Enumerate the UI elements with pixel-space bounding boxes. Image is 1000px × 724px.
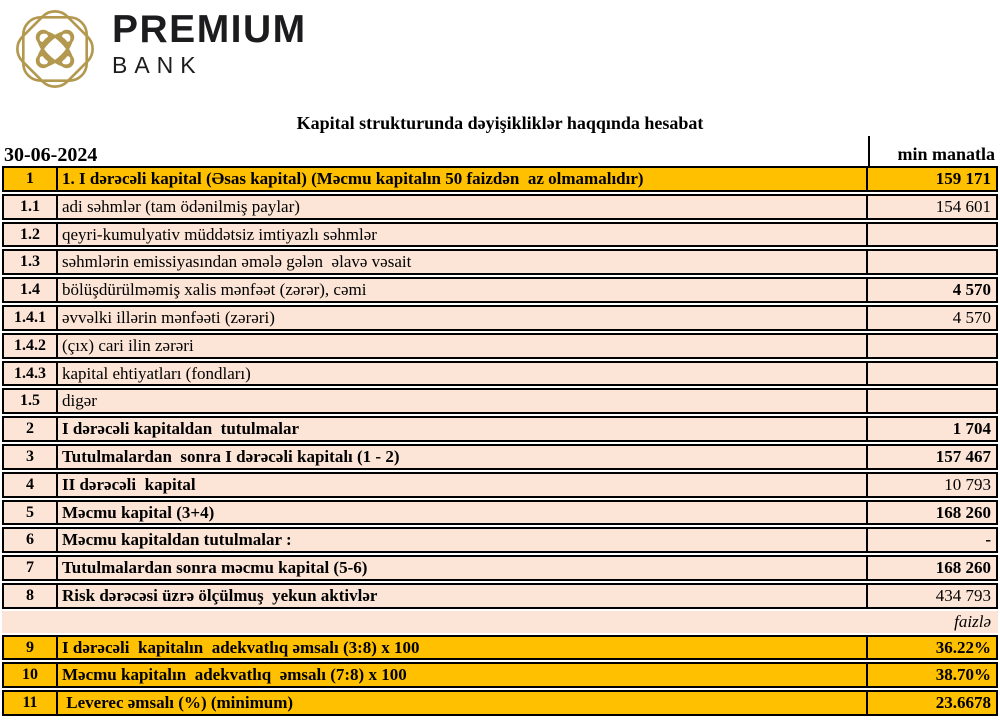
row-number-cell: 6	[2, 527, 58, 553]
row-label-cell: Məcmu kapital (3+4)	[58, 500, 868, 526]
row-number-cell: 1.5	[2, 388, 58, 414]
row-number-cell: 7	[2, 555, 58, 581]
table-row	[2, 166, 998, 192]
row-value-cell: -	[868, 527, 998, 553]
row-number-cell: 9	[2, 635, 58, 661]
table-row	[2, 194, 998, 220]
row-number-cell: 2	[2, 416, 58, 442]
table-row	[2, 690, 998, 716]
table-row	[2, 361, 998, 387]
unit-label: min manatla	[868, 136, 998, 166]
percent-unit-cell: faizlə	[2, 611, 998, 633]
row-number-cell: 1.3	[2, 249, 58, 275]
row-value-cell	[868, 361, 998, 387]
row-label-cell: (çıx) cari ilin zərəri	[58, 333, 868, 359]
table-row	[2, 305, 998, 331]
table-row	[2, 444, 998, 470]
table-row	[2, 500, 998, 526]
brand-subname: BANK	[112, 52, 203, 78]
row-label-cell: kapital ehtiyatları (fondları)	[58, 361, 868, 387]
row-label-cell: Risk dərəcəsi üzrə ölçülmuş yekun aktivlər	[58, 583, 868, 609]
row-value-cell: 154 601	[868, 194, 998, 220]
row-number-cell: 1.4.1	[2, 305, 58, 331]
brand-wordmark	[112, 10, 307, 78]
table-row	[2, 222, 998, 248]
row-number-cell: 8	[2, 583, 58, 609]
row-number-cell: 5	[2, 500, 58, 526]
row-number-cell: 10	[2, 662, 58, 688]
row-value-cell	[868, 333, 998, 359]
row-value-cell: 434 793	[868, 583, 998, 609]
row-label-cell: 1. I dərəcəli kapital (Əsas kapital) (Məcmu kapitalın 50 faizdən az olmamalıdır)	[58, 166, 868, 192]
brand-header	[10, 4, 307, 94]
row-value-cell: 10 793	[868, 472, 998, 498]
capital-table-body	[2, 166, 998, 716]
table-row	[2, 555, 998, 581]
row-label-cell: qeyri-kumulyativ müddətsiz imtiyazlı səhmlər	[58, 222, 868, 248]
premium-bank-logo-icon	[10, 4, 100, 94]
table-row	[2, 388, 998, 414]
table-row	[2, 472, 998, 498]
row-value-cell: 159 171	[868, 166, 998, 192]
row-label-cell: əvvəlki illərin mənfəəti (zərəri)	[58, 305, 868, 331]
row-label-cell: Tutulmalardan sonra I dərəcəli kapitalı (1 - 2)	[58, 444, 868, 470]
row-label-cell: səhmlərin emissiyasından əmələ gələn əlavə vəsait	[58, 249, 868, 275]
table-row	[2, 277, 998, 303]
row-label-cell: I dərəcəli kapitaldan tutulmalar	[58, 416, 868, 442]
row-value-cell: 1 704	[868, 416, 998, 442]
row-label-cell: digər	[58, 388, 868, 414]
row-label-cell: adi səhmlər (tam ödənilmiş paylar)	[58, 194, 868, 220]
row-label-cell: I dərəcəli kapitalın adekvatlıq əmsalı (3:8) x 100	[58, 635, 868, 661]
row-number-cell: 1.2	[2, 222, 58, 248]
row-value-cell: 168 260	[868, 555, 998, 581]
row-label-cell: bölüşdürülməmiş xalis mənfəət (zərər), cəmi	[58, 277, 868, 303]
capital-structure-table	[2, 164, 998, 718]
row-number-cell: 1.4.2	[2, 333, 58, 359]
row-value-cell: 168 260	[868, 500, 998, 526]
row-label-cell: Məcmu kapitaldan tutulmalar :	[58, 527, 868, 553]
row-label-cell: Məcmu kapitalın adekvatlıq əmsalı (7:8) x 100	[58, 662, 868, 688]
table-row	[2, 635, 998, 661]
row-number-cell: 11	[2, 690, 58, 716]
row-value-cell: 38.70%	[868, 662, 998, 688]
row-value-cell	[868, 249, 998, 275]
row-number-cell: 3	[2, 444, 58, 470]
percent-unit-row	[2, 611, 998, 633]
table-row	[2, 333, 998, 359]
table-row	[2, 527, 998, 553]
row-label-cell: Tutulmalardan sonra məcmu kapital (5-6)	[58, 555, 868, 581]
brand-name: PREMIUM	[112, 8, 307, 51]
report-date: 30-06-2024	[4, 144, 98, 166]
row-value-cell: 4 570	[868, 305, 998, 331]
table-row	[2, 416, 998, 442]
row-label-cell: Leverec əmsalı (%) (minimum)	[58, 690, 868, 716]
row-number-cell: 1.4	[2, 277, 58, 303]
row-number-cell: 1	[2, 166, 58, 192]
table-row	[2, 583, 998, 609]
report-title: Kapital strukturunda dəyişikliklər haqqında hesabat	[296, 113, 704, 133]
row-number-cell: 4	[2, 472, 58, 498]
row-value-cell: 4 570	[868, 277, 998, 303]
row-number-cell: 1.1	[2, 194, 58, 220]
table-header-row	[2, 136, 998, 166]
row-value-cell	[868, 388, 998, 414]
table-row	[2, 249, 998, 275]
row-number-cell: 1.4.3	[2, 361, 58, 387]
row-label-cell: II dərəcəli kapital	[58, 472, 868, 498]
row-value-cell: 23.6678	[868, 690, 998, 716]
row-value-cell	[868, 222, 998, 248]
row-value-cell: 157 467	[868, 444, 998, 470]
row-value-cell: 36.22%	[868, 635, 998, 661]
table-row	[2, 662, 998, 688]
